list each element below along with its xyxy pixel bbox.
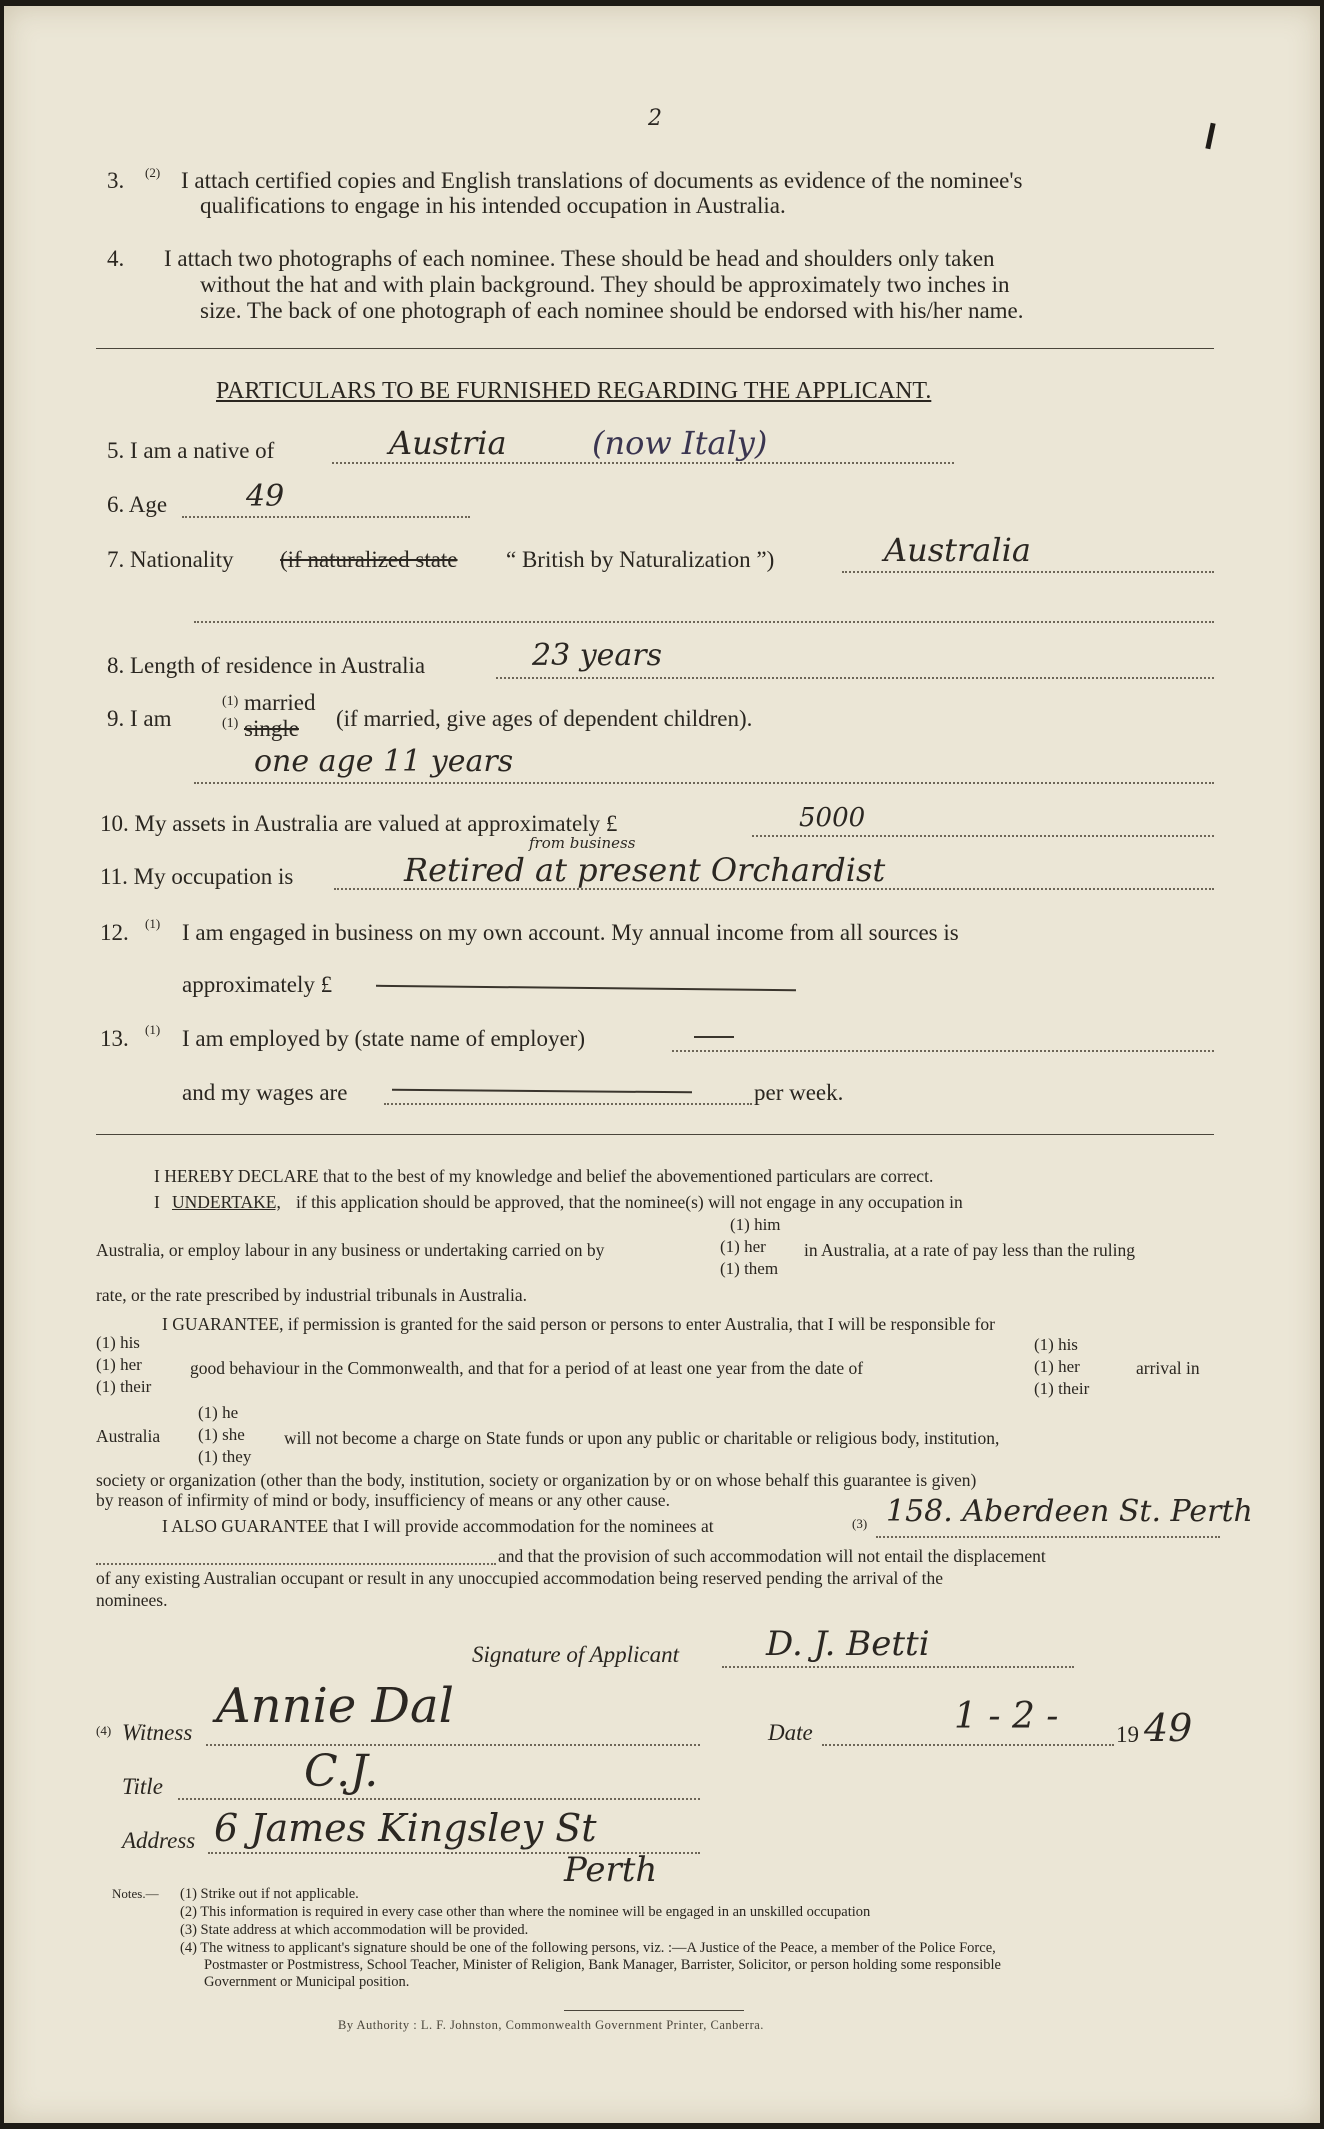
guarantee-line-1: I GUARANTEE, if permission is granted for the said person or persons to enter Australia, that I will be responsible for [162, 1314, 996, 1334]
undertake-line-2a: Australia, or employ labour in any business or undertaking carried on by [96, 1240, 605, 1260]
title-value: C.J. [304, 1746, 379, 1797]
field-10-value: 5000 [799, 803, 866, 833]
title-label: Title [122, 1774, 163, 1799]
field-10-line [752, 835, 1214, 837]
accommodation-line-2-text: and that the provision of such accommodation will not entail the displacement [498, 1546, 1046, 1566]
undertake-them: (1) them [720, 1259, 779, 1278]
field-7-line [842, 571, 1214, 573]
field-6-line [182, 516, 470, 518]
item-3-line-1: I attach certified copies and English translations of documents as evidence of the nominee's [181, 168, 1023, 193]
field-6-value: 49 [246, 479, 285, 514]
field-12-dash [376, 985, 796, 991]
imprint-rule [564, 2010, 744, 2011]
date-label: Date [768, 1720, 813, 1745]
guarantee-her: (1) her [96, 1355, 142, 1374]
field-11-label: 11. My occupation is [100, 864, 294, 889]
item-3-number: 3. [107, 168, 125, 193]
note-2: (2) This information is required in every case other than where the nominee will be engaged in an unskilled occupation [180, 1904, 871, 1920]
declare-text: I HEREBY DECLARE that to the best of my knowledge and belief the abovementioned particulars are correct. [154, 1166, 934, 1186]
guarantee-she: (1) she [198, 1425, 245, 1444]
also-guarantee: I ALSO GUARANTEE that I will provide accommodation for the nominees at [162, 1516, 714, 1536]
field-13-per-week: per week. [754, 1080, 844, 1105]
undertake-line-2b: in Australia, at a rate of pay less than the ruling [804, 1240, 1135, 1260]
guarantee-their: (1) their [96, 1377, 152, 1396]
date-value: 1 - 2 - [954, 1696, 1059, 1737]
section-heading: PARTICULARS TO BE FURNISHED REGARDING THE APPLICANT. [216, 378, 932, 404]
guarantee-line-3: will not become a charge on State funds or upon any public or charitable or religious body, institution, [284, 1428, 1000, 1448]
address-label: Address [122, 1828, 196, 1853]
field-10-label: 10. My assets in Australia are valued at approximately £ [100, 811, 618, 836]
date-line [822, 1744, 1114, 1746]
undertake-line-3: rate, or the rate prescribed by industrial tribunals in Australia. [96, 1285, 528, 1305]
note-4-line-3: Government or Municipal position. [204, 1974, 410, 1990]
undertake-her: (1) her [720, 1237, 766, 1256]
witness-line [206, 1744, 700, 1746]
field-13-number: 13. [100, 1026, 129, 1051]
witness-address-town: Perth [564, 1850, 658, 1890]
note-3: (3) State address at which accommodation will be provided. [180, 1922, 529, 1938]
accommodation-line-4: nominees. [96, 1590, 168, 1610]
note-4-line-2: Postmaster or Postmistress, School Teacher, Minister of Religion, Bank Manager, Barrister, Solicitor, or person holding some responsible [204, 1957, 1001, 1973]
witness-mark: (4) [96, 1723, 112, 1738]
accommodation-line-2 [96, 1563, 496, 1565]
field-6-label: 6. Age [107, 492, 168, 517]
date-year-handwritten: 49 [1144, 1706, 1193, 1750]
field-13-mark: (1) [145, 1022, 161, 1037]
field-9-mark-2: (1) [222, 716, 239, 731]
page-number: 2 [648, 106, 662, 131]
form-page [4, 6, 1320, 2123]
field-5-value: Austria [389, 424, 507, 462]
applicant-signature: D. J. Betti [766, 1624, 930, 1664]
field-7-value: Australia [884, 531, 1031, 569]
field-7-line-2 [194, 621, 1214, 623]
item-4-number: 4. [107, 246, 125, 271]
item-4-line-1: I attach two photographs of each nominee. These should be head and shoulders only taken [164, 246, 995, 271]
field-9-label: 9. I am [107, 706, 172, 731]
witness-signature: Annie Dal [216, 1678, 454, 1734]
field-11-insert: from business [529, 834, 636, 852]
guarantee-their-right: (1) their [1034, 1379, 1090, 1398]
field-7-struck-text: (if naturalized state [280, 547, 458, 572]
field-7-label: 7. Nationality [107, 547, 234, 572]
signature-line [722, 1666, 1074, 1668]
undertake-i: I [154, 1192, 160, 1212]
item-4-line-3: size. The back of one photograph of each nominee should be endorsed with his/her name. [200, 298, 1024, 323]
ink-mark [1205, 123, 1215, 149]
field-8-line [496, 677, 1214, 679]
guarantee-they: (1) they [198, 1447, 252, 1466]
item-3-mark: (2) [145, 165, 161, 180]
field-9-mark-1: (1) [222, 694, 239, 709]
field-13-wage-line [384, 1103, 752, 1105]
also-guarantee-mark: (3) [852, 1516, 868, 1531]
field-5-line [332, 462, 954, 464]
note-1: (1) Strike out if not applicable. [180, 1886, 359, 1902]
field-12-line-2: approximately £ [182, 972, 333, 997]
field-9-rest: (if married, give ages of dependent children). [336, 706, 753, 731]
field-13-line-2: and my wages are [182, 1080, 348, 1105]
note-4-line-1: (4) The witness to applicant's signature should be one of the following persons, viz. :—A Justice of the Peace, a member of the Police Force, [180, 1940, 996, 1956]
guarantee-he: (1) he [198, 1403, 239, 1422]
field-8-value: 23 years [532, 638, 663, 673]
accommodation-line [876, 1536, 1220, 1538]
undertake-rest: if this application should be approved, that the nominee(s) will not engage in any occupation in [296, 1192, 963, 1212]
field-13-wage-dash [392, 1089, 692, 1094]
field-11-value: Retired at present Orchardist [404, 851, 886, 889]
witness-address: 6 James Kingsley St [214, 1806, 597, 1850]
field-8-label: 8. Length of residence in Australia [107, 653, 426, 678]
undertake-word: UNDERTAKE, [172, 1192, 281, 1212]
field-13-line [672, 1050, 1214, 1052]
field-9-line [194, 782, 1214, 784]
item-4-line-2: without the hat and with plain background. They should be approximately two inches in [200, 272, 1010, 297]
field-12-text: I am engaged in business on my own account. My annual income from all sources is [182, 920, 959, 945]
guarantee-his: (1) his [96, 1333, 140, 1352]
divider-rule-2 [96, 1134, 1214, 1135]
field-12-mark: (1) [145, 916, 161, 931]
item-3-line-2: qualifications to engage in his intended occupation in Australia. [200, 193, 786, 218]
guarantee-arrival: arrival in [1136, 1358, 1200, 1378]
accommodation-line-3: of any existing Australian occupant or result in any unoccupied accommodation being reserved pending the arrival of the [96, 1568, 944, 1588]
undertake-him: (1) him [730, 1215, 781, 1234]
title-line [178, 1798, 700, 1800]
date-year-printed: 19 [1116, 1722, 1139, 1747]
guarantee-line-2: good behaviour in the Commonwealth, and that for a period of at least one year from the date of [190, 1358, 864, 1378]
guarantee-line-4: society or organization (other than the body, institution, society or organization by or on whose behalf this guarantee is given) [96, 1470, 977, 1490]
field-5-note: (now Italy) [592, 424, 768, 462]
field-12-number: 12. [100, 920, 129, 945]
field-13-dash [694, 1036, 734, 1038]
signature-label: Signature of Applicant [472, 1642, 679, 1667]
field-13-text: I am employed by (state name of employer) [182, 1026, 585, 1051]
guarantee-australia: Australia [96, 1426, 161, 1446]
field-7-quote: “ British by Naturalization ”) [506, 547, 775, 572]
field-9-married: married [244, 690, 316, 715]
notes-label: Notes.— [112, 1886, 159, 1901]
divider-rule [96, 348, 1214, 349]
guarantee-line-5: by reason of infirmity of mind or body, insufficiency of means or any other cause. [96, 1490, 670, 1510]
witness-label: Witness [122, 1720, 193, 1745]
accommodation-address: 158. Aberdeen St. Perth [886, 1494, 1253, 1529]
field-5-label: 5. I am a native of [107, 438, 275, 463]
printer-imprint: By Authority : L. F. Johnston, Commonwealth Government Printer, Canberra. [338, 2018, 764, 2032]
field-9-single: single [244, 716, 299, 741]
guarantee-his-right: (1) his [1034, 1335, 1078, 1354]
guarantee-her-right: (1) her [1034, 1357, 1080, 1376]
field-9-value: one age 11 years [254, 744, 514, 779]
